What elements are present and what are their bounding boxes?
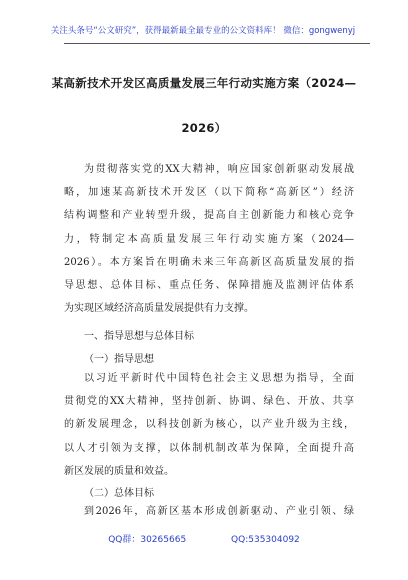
footer-contact	[0, 532, 408, 545]
paragraph-line: 到2026年，高新区基本形成创新驱动、产业引领、绿	[84, 506, 354, 517]
intro-line: 略，加速某高新技术开发区（以下简称“高新区”）经济	[64, 187, 354, 199]
guiding-ideology-paragraph	[64, 367, 354, 483]
paragraph-line: 的新发展理念，以科技创新为核心，以产业升级为主线，	[64, 419, 354, 431]
header-divider	[64, 43, 370, 44]
intro-line: 为贯彻落实党的XX大精神，响应国家创新驱动发展战	[84, 164, 354, 175]
intro-line: 结构调整和产业转型升级，提高自主创新能力和核心竞争	[64, 210, 354, 222]
paragraph-line: 新区发展的质量和效益。	[64, 465, 174, 477]
paragraph-line: 贯彻党的XX大精神，坚持创新、协调、绿色、开放、共享	[64, 396, 354, 408]
intro-paragraph	[64, 158, 354, 320]
document-title-line-2: 2026）	[181, 121, 227, 135]
footer-qq-group: QQ群：30265665	[108, 535, 187, 545]
intro-line: 力，特制定本高质量发展三年行动实施方案（2024—	[64, 233, 354, 245]
intro-line: 为实现区域经济高质量发展提供有力支撑。	[64, 303, 254, 315]
document-title-line-1: 某高新技术开发区高质量发展三年行动实施方案（2024—	[51, 76, 357, 90]
overall-goals-paragraph	[64, 500, 354, 523]
subsection-heading-guiding-ideology: （一）指导思想	[84, 354, 154, 365]
section-heading-guiding-principles-and-goals: 一、指导思想与总体目标	[84, 331, 194, 342]
intro-line: 2026）。本方案旨在明确未来三年高新区高质量发展的指	[64, 256, 354, 268]
footer-qq-number: QQ:535304092	[231, 535, 300, 545]
paragraph-line: 以人才引领为支撑，以体制机制改革为保障，全面提升高	[64, 442, 354, 454]
paragraph-line: 以习近平新时代中国特色社会主义思想为指导，全面	[84, 373, 354, 384]
intro-line: 导思想、总体目标、重点任务、保障措施及监测评估体系	[64, 280, 354, 292]
header-banner: 关注头条号“公文研究”，获得最新最全最专业的公文资料库！ 微信：gongwenyj	[50, 26, 356, 36]
subsection-heading-overall-goals: （二）总体目标	[84, 488, 154, 499]
